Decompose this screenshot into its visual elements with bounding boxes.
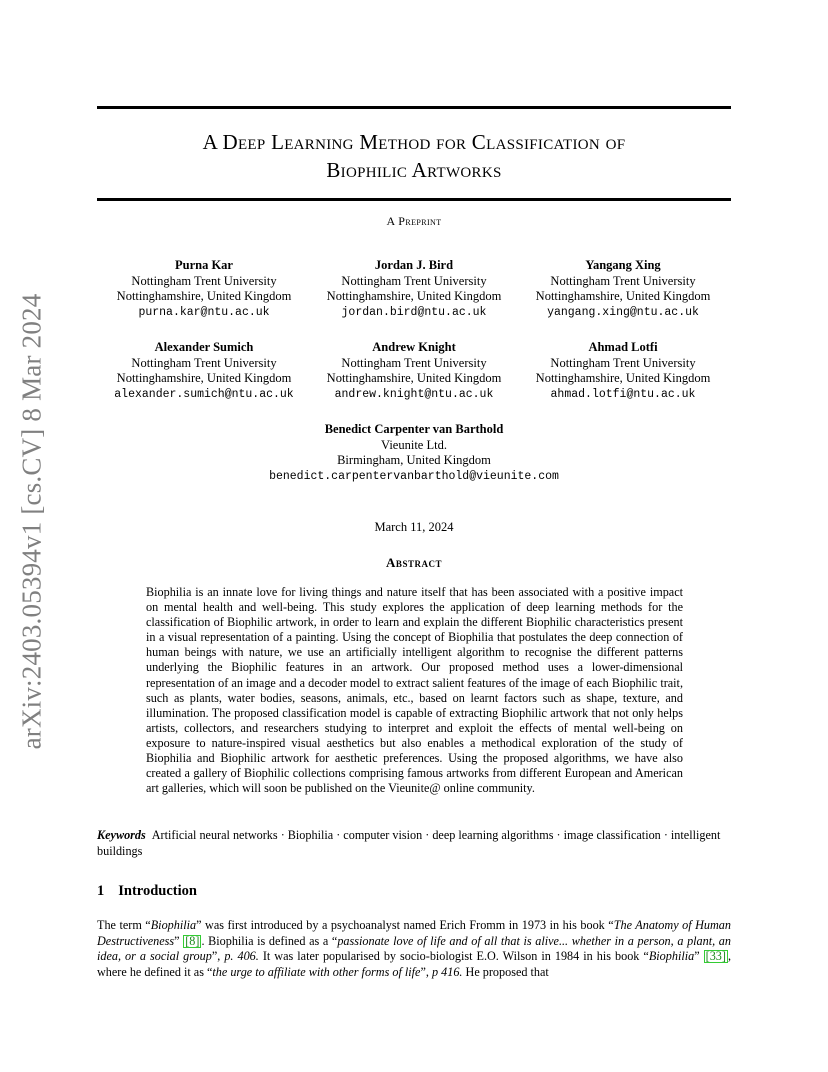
keywords-text: Artificial neural networks · Biophilia · computer vision · deep learning algorithms · image classification · intelligent buildings xyxy=(97,828,721,858)
author-location: Nottinghamshire, United Kingdom xyxy=(116,289,292,303)
author-location: Nottinghamshire, United Kingdom xyxy=(535,289,711,303)
intro-text: , where he defined it as “ xyxy=(97,949,731,979)
intro-text: He proposed that xyxy=(462,964,549,979)
intro-page-ref: p. 406. xyxy=(224,949,259,963)
intro-text: The term “ xyxy=(97,918,151,932)
author-block xyxy=(89,340,319,402)
intro-text: ” xyxy=(694,949,704,963)
author-email: benedict.carpentervanbarthold@vieunite.com xyxy=(269,469,559,483)
author-affiliation: Nottingham Trent University xyxy=(550,273,696,288)
intro-text: ” xyxy=(174,933,184,948)
author-email: ahmad.lotfi@ntu.ac.uk xyxy=(550,387,696,401)
author-email: andrew.knight@ntu.ac.uk xyxy=(334,387,494,401)
title-line-1: A Deep Learning Method for Classification of xyxy=(202,130,626,154)
author-location: Nottinghamshire, United Kingdom xyxy=(535,371,711,385)
intro-quote: the urge to affiliate with other forms of life xyxy=(212,964,421,979)
intro-text: ”, xyxy=(211,949,225,963)
author-affiliation: Vieunite Ltd. xyxy=(381,437,447,452)
title-rule-top xyxy=(97,106,731,109)
publication-date: March 11, 2024 xyxy=(374,520,454,534)
author-block xyxy=(299,340,529,402)
title-line-2: Biophilic Artworks xyxy=(326,158,502,182)
author-affiliation: Nottingham Trent University xyxy=(550,355,696,370)
author-location: Nottinghamshire, United Kingdom xyxy=(326,371,502,385)
intro-term-biophilia: Biophilia xyxy=(150,918,197,932)
arxiv-identifier-stamp xyxy=(12,290,52,752)
author-name: Ahmad Lotfi xyxy=(588,340,658,354)
author-location: Nottinghamshire, United Kingdom xyxy=(116,371,292,385)
author-email: yangang.xing@ntu.ac.uk xyxy=(547,305,699,319)
author-name: Yangang Xing xyxy=(585,258,661,272)
author-block xyxy=(299,258,529,320)
keywords-section xyxy=(97,828,731,859)
section-title: Introduction xyxy=(118,883,197,899)
author-email: alexander.sumich@ntu.ac.uk xyxy=(114,387,294,401)
intro-text: ” was first introduced by a psychoanalyst named Erich Fromm in 1973 in his book “ xyxy=(196,918,614,932)
intro-text: . Biophilia is defined as a “ xyxy=(201,933,338,948)
section-number: 1 xyxy=(97,883,105,899)
author-name: Benedict Carpenter van Barthold xyxy=(324,422,504,436)
section-heading-introduction xyxy=(97,883,197,900)
paper-title xyxy=(97,128,731,184)
intro-book-title: The Anatomy of Human Destructiveness xyxy=(97,918,731,948)
intro-text: It was later popularised by socio-biologist E.O. Wilson in 1984 in his book “ xyxy=(258,949,649,963)
author-location: Nottinghamshire, United Kingdom xyxy=(326,289,502,303)
author-block xyxy=(89,258,319,320)
author-affiliation: Nottingham Trent University xyxy=(341,273,487,288)
abstract-text: Biophilia is an innate love for living things and nature itself that has been associated with a positive impact on mental health and well-being. This study explores the application of deep learning methods for the classification of Biophilic artwork, in order to learn and explain the different Biophilic characteristics present in a visual representation of a painting. Using the concept of Biophilia that postulates the deep connection of human beings with nature, we use an artificially intelligent algorithm to recognise the different patterns underlying the Biophilic features in an artwork. Our proposed method uses a lower-dimensional representation of an image and a decoder model to extract salient features of the image of each Biophilic trait, such as plants, water bodies, seasons, animals, etc., based on learnt factors such as shape, texture, and illumination. The proposed classification model is capable of extracting Biophilic artwork that not only helps artists, collectors, and researchers studying to interpret and exploit the effects of mental well-being on exposure to nature-inspired visual aesthetics but also enables a methodical exploration of the study of Biophilia and Biophilic artwork for aesthetic preferences. Using the proposed algorithms, we have also created a gallery of Biophilic collections comprising famous artworks from different European and American art galleries, which will soon be published on the Vieunite@ online community. xyxy=(146,585,683,796)
author-affiliation: Nottingham Trent University xyxy=(131,273,277,288)
keywords-label: Keywords xyxy=(97,828,146,842)
author-email: jordan.bird@ntu.ac.uk xyxy=(341,305,487,319)
title-rule-bottom xyxy=(97,198,731,201)
preprint-label: A Preprint xyxy=(386,214,442,228)
intro-quote: passionate love of life and of all that is alive... whether in a person, a plant, an idea, or a social group xyxy=(97,933,731,963)
author-name: Jordan J. Bird xyxy=(374,258,454,272)
author-email: purna.kar@ntu.ac.uk xyxy=(138,305,270,319)
intro-text: ”, xyxy=(420,964,432,979)
citation-link[interactable]: [33] xyxy=(705,949,726,963)
abstract-heading: Abstract xyxy=(386,555,442,570)
author-block xyxy=(508,340,738,402)
author-affiliation: Nottingham Trent University xyxy=(131,355,277,370)
author-name: Alexander Sumich xyxy=(154,340,254,354)
author-name: Purna Kar xyxy=(175,258,233,272)
author-block xyxy=(214,422,614,484)
arxiv-identifier-text: arXiv:2403.05394v1 [cs.CV] 8 Mar 2024 xyxy=(16,293,47,749)
introduction-paragraph xyxy=(97,918,731,980)
citation-link[interactable]: [8] xyxy=(185,933,200,948)
intro-book-title: Biophilia xyxy=(648,949,695,963)
intro-page-ref: p 416. xyxy=(432,964,463,979)
author-block xyxy=(508,258,738,320)
author-affiliation: Nottingham Trent University xyxy=(341,355,487,370)
author-location: Birmingham, United Kingdom xyxy=(337,453,491,467)
author-name: Andrew Knight xyxy=(372,340,456,354)
